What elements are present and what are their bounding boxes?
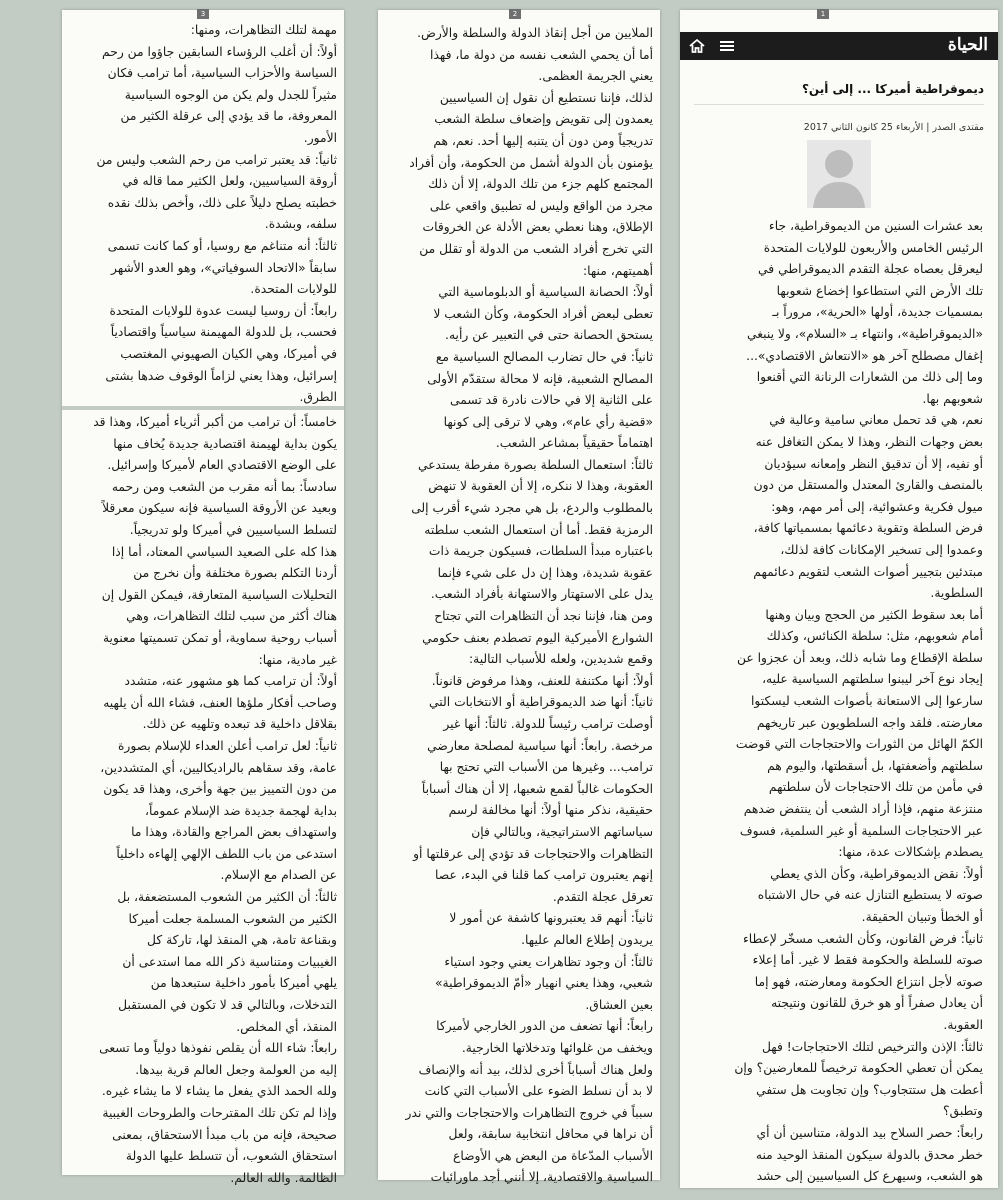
column-divider	[62, 406, 344, 410]
text-line: ثانياً: لعل ترامب أعلن العداء للإسلام بصورة	[117, 738, 337, 753]
text-line: باعتباره مبدأ السلطات، فسيكون جريمة ذات	[428, 544, 653, 559]
column-2-text	[378, 23, 660, 1189]
text-line: الملايين من أجل إنقاذ الدولة والسلطة والأرض.	[417, 26, 653, 40]
column-1	[680, 10, 998, 1188]
text-line: المجتمع كلهم جزء من تلك الدولة، إلا أن ذلك	[428, 177, 653, 192]
text-line: ثالثاً: أن وجود تظاهرات يعني وجود استياء	[444, 954, 653, 969]
page-number: 3	[197, 9, 209, 19]
text-line: سلفه، وبشدة.	[264, 217, 337, 232]
text-line: «قضية رأي عام»، وهي لا ترقى إلى كونها	[443, 414, 653, 429]
text-line: أولاً: الحصانة السياسية أو الدبلوماسية التي	[438, 285, 653, 300]
text-line: غير مادية، منها:	[258, 652, 337, 667]
text-line: يعمدون إلى تقويض وإضعاف سلطة الشعب	[434, 112, 653, 127]
text-line: رابعاً: شاء الله أن يقلص نفوذها دولياً وما تسعى	[99, 1041, 337, 1056]
text-line: ثانياً: في حال تضارب المصالح السياسية مع	[435, 349, 653, 364]
text-line: العقوبة.	[943, 1017, 983, 1032]
text-line: المعروفة، ما قد يؤدي إلى عرقلة الكثير من	[120, 109, 337, 124]
text-line: في مأمن من تلك الاحتجاجات لأن سلطتهم	[768, 780, 983, 795]
text-line: عن الصدام مع الإسلام.	[220, 868, 337, 883]
text-line: تدريجياً ومن دون أن يتنبه إليها أحد. نعم، هم	[433, 133, 653, 148]
app-header	[680, 32, 998, 60]
text-line: إسرائيل، وهذا يعني لزاماً الوقوف ضدها بشتى	[105, 368, 337, 383]
text-line: أهميتهم، منها:	[582, 263, 653, 278]
text-line: بعين العشاق.	[585, 997, 653, 1012]
title-divider	[694, 104, 984, 105]
text-line: رابعاً: حصر السلاح بيد الدولة، متناسين أن أي	[756, 1125, 983, 1140]
text-line: ثانياً: أنها ضد الديموقراطية أو الانتخابات التي	[429, 695, 653, 710]
text-line: أولاً: أنها مكتنفة للعنف، وهذا مرفوض قانوناً.	[431, 673, 653, 688]
text-line: عبر الاحتجاجات السلمية أو غير السلمية، فسوف	[739, 823, 983, 838]
text-line: خامساً: أن ترامب من أكبر أثرياء أميركا، وهذا قد	[93, 415, 337, 429]
text-line: الحكومات غالباً لقمع شعبها، إلا أن هناك أسباباً	[421, 781, 653, 796]
text-line: صوته لأجل انتزاع الحكومة ومعارضته، فهو إما	[754, 974, 983, 989]
text-line: المصالح الشعبية، فإنه لا محالة ستقدّم الأولى	[427, 371, 653, 386]
text-line: ومن هنا، فإننا نجد أن التظاهرات التي تجتاح	[434, 609, 653, 624]
text-line: بالمنصف والقارئ المعتدل والمستقل من دون	[753, 478, 983, 493]
column-3-bottom-text	[62, 412, 344, 1189]
text-line: بالمطلوب والردع، بل هي مجرد شيء أقرب إلى	[411, 501, 653, 516]
text-line: أولاً: أن أغلب الرؤساء السابقين جاؤوا من رحم	[102, 44, 337, 59]
column-2	[378, 10, 660, 1185]
text-line: الطرق.	[299, 390, 337, 405]
text-line: أسباب روحية سماوية، أو تمكن تسميتها معنوية	[102, 630, 337, 645]
text-line: ثالثاً: استعمال السلطة بصورة مفرطة يستدعي	[417, 457, 653, 472]
text-line: الكثير من الشعوب المسلمة جعلت أميركا	[128, 911, 337, 926]
text-line: أما أن يحمي الشعب نفسه من دولة ما، فهذا	[430, 47, 653, 62]
text-line: أروقة السياسيين، ولعل الكثير مما قاله في	[122, 174, 337, 189]
text-line: فرض السلطة وتقوية دعائمها بمسمياتها كافة،	[753, 521, 983, 536]
text-line: ميول فكرية وعشوائية، إلى أمر مهم، وهو:	[771, 499, 983, 514]
text-line: سارعوا إلى الاستعانة بأصوات الشعب ليسكتوا	[751, 694, 983, 709]
text-line: مهمة لتلك التظاهرات، ومنها:	[190, 23, 337, 37]
text-line: الكمّ الهائل من الثورات والاحتجاجات التي قوضت	[735, 737, 983, 752]
text-line: أولاً: أن ترامب كما هو مشهور عنه، متشدد	[124, 674, 337, 689]
text-line: يستحق الحصانة حتى في التعبير عن رأيه.	[445, 328, 653, 343]
text-line: في أميركا، وهي الكيان الصهيوني المغتصب	[120, 346, 337, 361]
text-line: الأمور.	[303, 130, 337, 145]
text-line: بعد عشرات السنين من الديموقراطية، جاء	[768, 219, 983, 233]
text-line: لتسلط السياسيين في أميركا ولو تدريجياً.	[129, 522, 337, 537]
text-line: يدل على الاستهتار والاستهانة بأفراد الشعب.	[430, 587, 653, 602]
text-line: مرخصة. رابعاً: أنها سياسية لمصلحة معارضي	[427, 738, 653, 753]
text-line: من دون التمييز بين جهة وأخرى، وهذا قد يكون	[103, 782, 337, 797]
text-line: عامة، وقد سقاهم بالراديكاليين، أي المتشددين،	[100, 760, 337, 775]
article-title: ديموقراطية أميركا ... إلى أين؟	[801, 82, 984, 96]
text-line: بقلاقل داخلية قد تبعده وتلهيه عن ذلك.	[142, 717, 337, 732]
text-line: الرمزية فقط. أما أن استعمال الشعب سلطته	[424, 522, 653, 537]
text-line: سبباً في خروج التظاهرات والاحتجاجات والتي ندر	[405, 1105, 653, 1120]
text-line: الشوارع الأميركية اليوم تصطدم بعنف حكومي	[422, 630, 653, 645]
text-line: الإطلاق، وهنا نعطي بعض الأدلة عن الخروقات	[422, 220, 653, 235]
text-line: أو نفيه، إلا أن تدقيق النظر وإمعانه سيؤديان	[764, 456, 983, 471]
text-line: إيجاد نوع آخر ليبنوا سلطتهم السياسية عليه،	[762, 672, 983, 687]
text-line: سياساتهم الاستراتيجية، وبالتالي فإن	[471, 824, 653, 839]
text-line: الغيبيات ومتناسية ذكر الله مما استدعى أن	[122, 954, 337, 969]
text-line: لذلك، فإننا نستطيع أن نقول إن السياسيين	[439, 90, 653, 105]
text-line: اهتماماً حقيقياً بمشاعر الشعب.	[495, 436, 653, 451]
column-3	[62, 10, 344, 1185]
text-line: سادساً: بما أنه مقرب من الشعب ومن رحمه	[111, 479, 337, 494]
text-line: تعطى لبعض أفراد الحكومة، وكأن الشعب لا	[433, 306, 653, 321]
text-line: تلك الأرض التي استطاعوا إخضاع شعوبها	[776, 283, 983, 298]
column-3-top-text	[62, 20, 344, 409]
text-line: المنقذ، أي المخلص.	[236, 1019, 337, 1034]
text-line: هذا كله على الصعيد السياسي المعتاد، أما إذا	[111, 544, 337, 559]
text-line: أمام شعوبهم، مثل: سلطة الكنائس، وكذلك	[766, 629, 983, 644]
text-line: رابعاً: أنها تضعف من الدور الخارجي لأميركا	[436, 1019, 653, 1034]
text-line: إغفال مصطلح آخر هو «الانتعاش الاقتصادي»...	[746, 348, 983, 363]
text-line: على الثانية إلا في حالات نادرة قد تسمى	[450, 393, 653, 408]
menu-icon[interactable]	[718, 37, 736, 55]
text-line: ثالثاً: الإذن والترخيص لتلك الاحتجاجات! فهل	[761, 1039, 983, 1054]
text-line: شعوبهم بها.	[922, 391, 983, 406]
text-line: وما إلى ذلك من الشعارات الرنانة التي أقنعوا	[756, 370, 983, 385]
text-line: وعمدوا إلى تسخير الإمكانات كافة لذلك،	[780, 542, 983, 557]
column-1-text	[688, 216, 990, 1188]
page-number: 2	[509, 9, 521, 19]
text-line: للولايات المتحدة.	[250, 282, 337, 297]
text-line: فحسب، بل للدولة المهيمنة سياسياً واقتصادياً	[110, 325, 337, 340]
person-silhouette-icon	[807, 140, 871, 208]
text-line: واستهداف بعض المراجع والقادة، وهذا ما	[131, 825, 337, 840]
app-logo: الحياة	[947, 35, 988, 55]
text-line: استدعى من باب اللطف الإلهي إلهاءه داخلياً	[116, 846, 337, 861]
text-line: ثانياً: أنهم قد يعتبرونها كاشفة عن أمور لا	[449, 911, 653, 926]
home-icon[interactable]	[688, 37, 706, 55]
text-line: التدخلات، وبالتالي قد لا تكون في المستقبل	[118, 998, 337, 1013]
text-line: رابعاً: أن روسيا ليست عدوة للولايات المتحدة	[109, 303, 337, 318]
text-line: أن يعادل صفراً أو هو خرق للقانون ونتيجته	[771, 996, 983, 1011]
text-line: مثيراً للجدل ولم يكن من الوجوه السياسية	[124, 87, 337, 102]
text-line: منتزعة منهم، فإذا أراد الشعب أن ينتفض ضدهم	[743, 802, 983, 817]
text-line: خطر محدق بالدولة سيكون المنقذ الوحيد منه	[755, 1147, 983, 1162]
text-line: أما بعد سقوط الكثير من الحجج وبيان وهنها	[765, 607, 983, 622]
text-line: يمكن أن تعطي الحكومة ترخيصاً للمعارضين؟ وإن	[734, 1061, 983, 1076]
text-line: يكون بداية لهيمنة اقتصادية جديدة يُخاف منها	[113, 436, 337, 451]
text-line: خطبته يصلح دليلاً على ذلك، وأخص بذلك نقده	[107, 195, 337, 210]
text-line: يصطدم بإشكالات عدة، منها:	[838, 845, 983, 860]
text-line: أردنا التكلم بصورة مختلفة وأن نخرج من	[133, 566, 337, 581]
text-line: وصاحب أفكار ملؤها العنف، فشاء الله أن يلهيه	[103, 695, 337, 710]
text-line: السلطوية.	[930, 586, 983, 601]
text-line: ويخفف من غلوائها وتدخلاتها الخارجية.	[461, 1040, 653, 1055]
text-line: سابقاً «الاتحاد السوفياتي»، وهو العدو الأشهر	[111, 260, 337, 275]
text-line: العقوبة، وهذا لا ننكره، إلا أن العقوبة لا تنهض	[428, 479, 653, 494]
text-line: صحيحة، فإنه من باب مبدأ الاستحقاق، بمعنى	[112, 1127, 337, 1142]
text-line: الأسباب المدّعاة من البعض هي الأوضاع	[452, 1148, 653, 1163]
text-line: الرئيس الخامس والأربعون للولايات المتحدة	[763, 240, 983, 255]
text-line: التحليلات السياسية المتعارفة، فيمكن القول إن	[101, 587, 337, 602]
text-line: السياسية والاقتصادية، إلا أنني أجد ماورائيات	[430, 1170, 653, 1185]
text-line: بمسميات جديدة، أولها «الحرية»، مروراً بـ	[772, 305, 983, 320]
text-line: ثانياً: فرض القانون، وكأن الشعب مسخّر لإعطاء	[742, 931, 983, 946]
text-line: أن نراها في محافل انتخابية سابقة، ولعل	[448, 1127, 653, 1142]
text-line: وبعيد عن الأروقة السياسية فإنه سيكون معرقلاً	[102, 501, 337, 516]
text-line: إليه من العولمة وجعل العالم قرية بيدها.	[135, 1062, 337, 1077]
text-line: صوته لا يستطيع التنازل عنه في حال الاشتباه	[757, 888, 983, 903]
text-line: هو الشعب، وسيهرع كل السياسيين إلى حشد	[756, 1169, 983, 1184]
text-line: ثانياً: قد يعتبر ترامب من رحم الشعب وليس من	[96, 152, 337, 167]
text-line: وقمع شديدين، ولعله للأسباب التالية:	[468, 652, 653, 667]
text-line: بداية لهجمة جديدة ضد الإسلام عموماً،	[145, 803, 337, 818]
text-line: هناك أكثر من سبب لتلك التظاهرات، وهي	[126, 609, 337, 624]
text-line: مجرد من الواقع وليس له تطبيق واقعي على	[429, 198, 653, 213]
text-line: ثالثاً: أنه متناغم مع روسيا، أو كما كانت تسمى	[107, 238, 337, 253]
text-line: مبتدئين بتجيير أصوات الشعب لتقويم دعائمهم	[753, 564, 983, 579]
text-line: وإذا لم تكن تلك المقترحات والطروحات الغيبية	[102, 1106, 337, 1120]
text-line: يلهي أميركا بأمور داخلية ستبعدها من	[150, 976, 337, 991]
text-line: حقيقية، نذكر منها أولاً: أنها مخالفة لرسم	[448, 803, 653, 818]
text-line: «الديموقراطية»، وانتهاء بـ «السلام»، ولا ينبغي	[746, 326, 983, 341]
text-line: التي تخرج أفراد الشعب من الدولة أو تقلل من	[419, 241, 653, 256]
text-line: شعبي، وهذا يعني انهيار «أمّ الديموقراطية»	[435, 976, 653, 991]
article-byline: مقتدى الصدر | الأربعاء 25 كانون الثاني 2017	[803, 122, 984, 133]
page-number: 1	[817, 9, 829, 19]
text-line: ثالثاً: أن الكثير من الشعوب المستضعفة، بل	[117, 890, 337, 905]
text-line: أعطت هل ستتجاوب؟ وإن تجاوبت هل ستفي	[756, 1082, 983, 1097]
text-line: ليعرقل بعصاه عجلة التقدم الديموقراطي في	[758, 262, 983, 277]
text-line: سلطة الإقطاع وما شابه ذلك، وبعد أن عجزوا عن	[736, 650, 983, 665]
text-line: الظالمة. والله العالم.	[230, 1170, 337, 1185]
text-line: ولعل هناك أسباباً أخرى لذلك، بيد أنه والإنصاف	[418, 1062, 653, 1077]
text-line: استحقاق الشعوب، أن تتسلط عليها الدولة	[125, 1149, 337, 1164]
text-line: معارضته. فلقد واجه السلطويون عبر تاريخهم	[756, 715, 983, 730]
text-line: أولاً: نقض الديموقراطية، وكأن الذي يعطي	[770, 866, 983, 881]
text-line: صوته للسلطة والحكومة فقط لا غير. أما إعلاء	[752, 953, 983, 968]
text-line: السياسة والأحزاب السياسية، أما ترامب فكان	[107, 66, 337, 81]
text-line: وتطبق؟	[943, 1104, 983, 1119]
text-line: على الوضع الاقتصادي العام لأميركا وإسرائيل.	[107, 458, 337, 473]
text-line: نعم، هي قد تحمل معاني سامية وعالية في	[769, 413, 983, 428]
text-line: ترامب... وغيرها من الأسباب التي تحتج بها	[439, 760, 653, 775]
text-line: التظاهرات والاحتجاجات قد تؤدي إلى عرقلتها أو	[413, 846, 653, 861]
text-line: يريدون إطلاع العالم عليها.	[521, 932, 653, 947]
text-line: سلطتهم وأضعفتها، بل أسقطتها، واليوم هم	[767, 758, 983, 773]
text-line: إنهم يعتبرون ترامب كما قلنا في البدء، عصا	[435, 868, 653, 883]
text-line: لا بد أن نسلط الضوء على الأسباب التي كانت	[424, 1084, 653, 1099]
text-line: ولله الحمد الذي يفعل ما يشاء لا ما يشاء غيره.	[101, 1084, 337, 1099]
text-line: وبقناعة تامة، هي المنقذ لها، تاركة كل	[147, 933, 337, 948]
text-line: يعني الجريمة العظمى.	[538, 69, 653, 84]
author-avatar	[807, 140, 871, 208]
text-line: بعض وجهات النظر، وهذا لا يمكن التغافل عنه	[755, 434, 983, 449]
text-line: أو الخطأ وتبيان الحقيقة.	[861, 910, 983, 924]
text-line: عقوبة شديدة، وهذا إن دل على شيء فإنما	[437, 565, 653, 580]
text-line: يؤمنون بأن الدولة أشمل من الحكومة، وأن أفراد	[409, 155, 653, 170]
text-line: أوصلت ترامب رئيساً للدولة. ثالثاً: أنها غير	[443, 717, 653, 731]
text-line: تعرقل عجلة التقدم.	[552, 889, 653, 904]
